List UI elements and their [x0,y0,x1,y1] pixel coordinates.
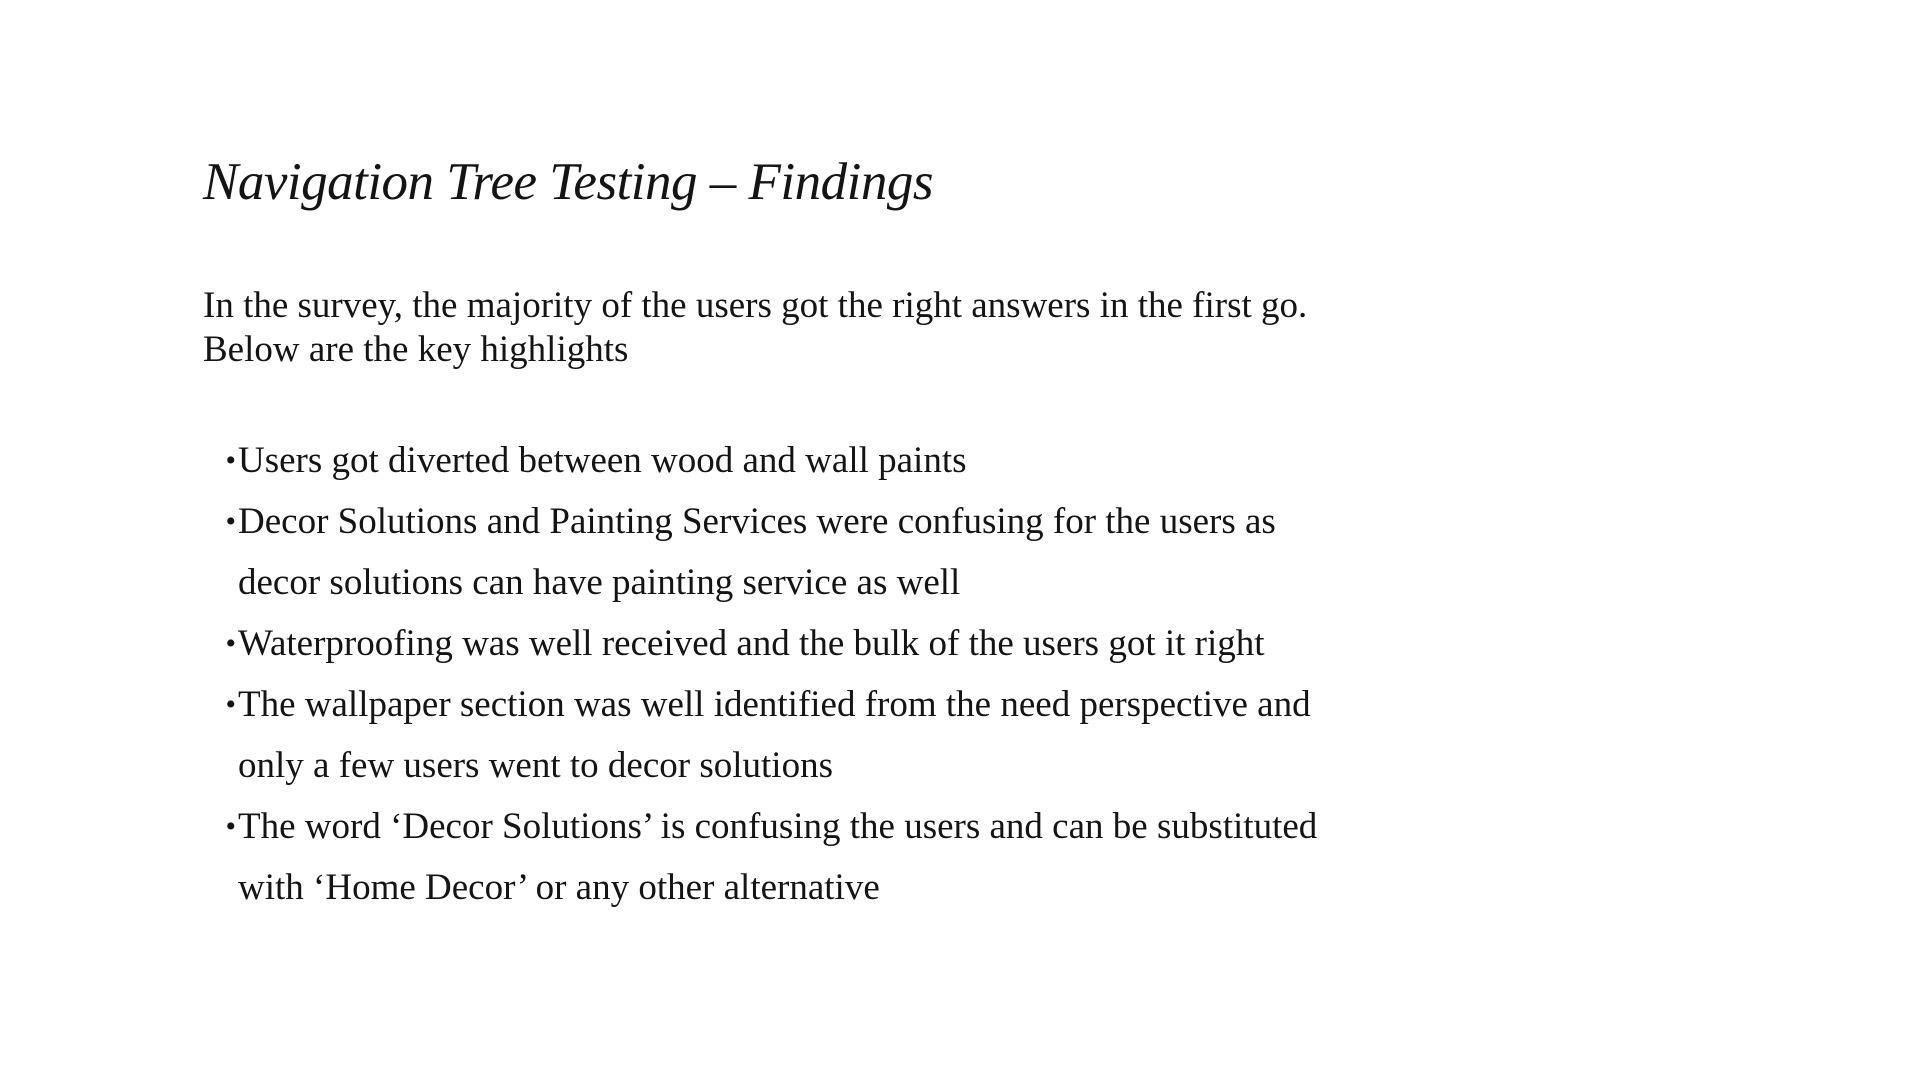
list-item-text: The wallpaper section was well identified from the need perspective and only a few users went to decor solutions [238,684,1311,786]
list-item-text: Users got diverted between wood and wall paints [238,440,967,481]
list-item [203,491,1353,613]
list-item [203,430,1353,491]
bullet-icon: • [225,688,236,721]
findings-list [203,430,1353,918]
list-item [203,613,1353,674]
intro-line-2: Below are the key highlights [203,329,629,370]
slide-title: Navigation Tree Testing – Findings [203,153,933,211]
bullet-icon: • [225,444,236,477]
bullet-icon: • [225,810,236,843]
list-item-text: The word ‘Decor Solutions’ is confusing the users and can be substituted with ‘Home Decor’ or any other alternative [238,806,1318,908]
list-item [203,796,1353,918]
list-item-text: Waterproofing was well received and the bulk of the users got it right [238,623,1265,664]
bullet-icon: • [225,627,236,660]
intro-line-1: In the survey, the majority of the users got the right answers in the first go. [203,285,1308,326]
list-item [203,674,1353,796]
list-item-text: Decor Solutions and Painting Services were confusing for the users as decor solutions can have painting service as well [238,501,1276,603]
intro-paragraph [203,284,1353,372]
bullet-icon: • [225,505,236,538]
